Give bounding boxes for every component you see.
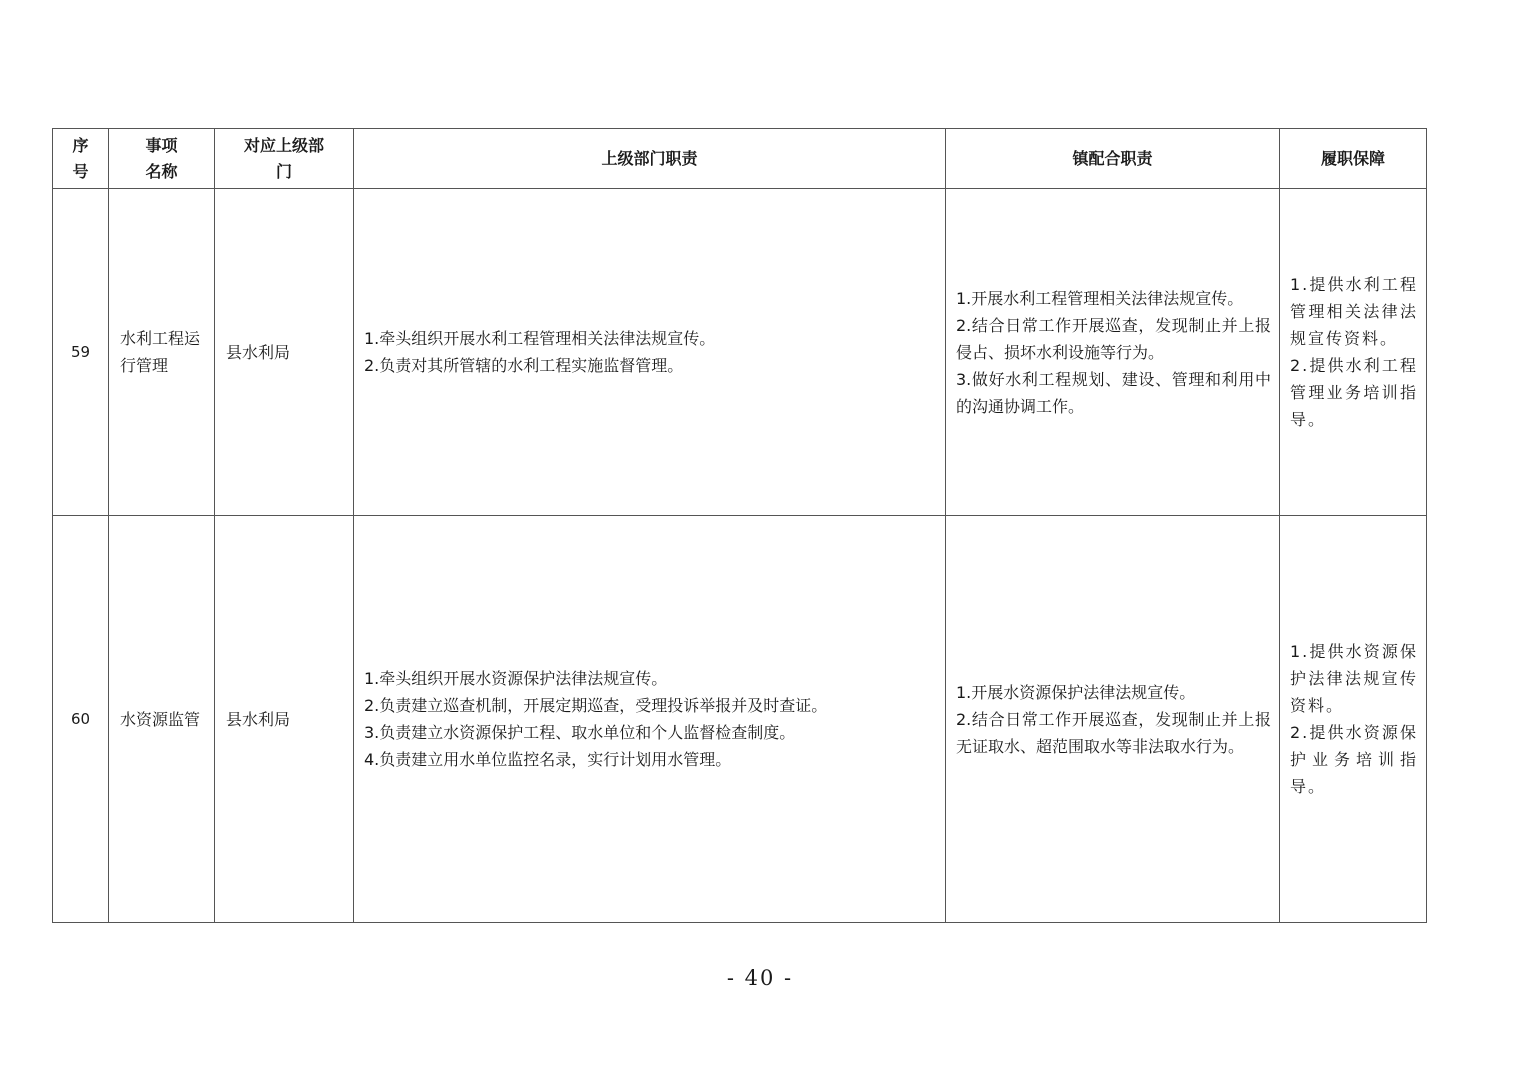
- guarantee-line: 2.提供水利工程管理业务培训指导。: [1290, 356, 1418, 429]
- row-number: 59: [53, 189, 109, 516]
- town-duty: [946, 516, 1280, 923]
- town-duty-line: 1.开展水资源保护法律法规宣传。: [956, 682, 1196, 702]
- town-duty-line: 2.结合日常工作开展巡查，发现制止并上报侵占、损坏水利设施等行为。: [956, 315, 1271, 362]
- upper-dept: 县水利局: [215, 189, 354, 516]
- table-row: [53, 189, 1427, 516]
- upper-duty-line: 2.负责对其所管辖的水利工程实施监督管理。: [364, 356, 684, 375]
- guarantee: [1280, 516, 1427, 923]
- header-upper-dept: 对应上级部门: [215, 129, 354, 189]
- item-name: 水利工程运行管理: [109, 189, 215, 516]
- header-upper-duty: 上级部门职责: [354, 129, 946, 189]
- header-item-name: 事项名称: [109, 129, 215, 189]
- town-duty-line: 3.做好水利工程规划、建设、管理和利用中的沟通协调工作。: [956, 369, 1271, 416]
- row-number: 60: [53, 516, 109, 923]
- table-header-row: [53, 129, 1427, 189]
- guarantee-line: 1.提供水资源保护法律法规宣传资料。: [1290, 642, 1418, 715]
- header-no: 序号: [53, 129, 109, 189]
- guarantee-line: 1.提供水利工程管理相关法律法规宣传资料。: [1290, 275, 1418, 348]
- upper-duty-line: 1.牵头组织开展水利工程管理相关法律法规宣传。: [364, 329, 716, 348]
- table-row: [53, 516, 1427, 923]
- header-guarantee: 履职保障: [1280, 129, 1427, 189]
- town-duty-line: 1.开展水利工程管理相关法律法规宣传。: [956, 288, 1244, 308]
- upper-duty-line: 3.负责建立水资源保护工程、取水单位和个人监督检查制度。: [364, 723, 796, 742]
- town-duty-line: 2.结合日常工作开展巡查，发现制止并上报无证取水、超范围取水等非法取水行为。: [956, 709, 1271, 756]
- upper-duty-line: 1.牵头组织开展水资源保护法律法规宣传。: [364, 669, 668, 688]
- header-town-duty: 镇配合职责: [946, 129, 1280, 189]
- upper-duty: [354, 189, 946, 516]
- upper-duty-line: 4.负责建立用水单位监控名录，实行计划用水管理。: [364, 750, 732, 769]
- upper-duty-line: 2.负责建立巡查机制，开展定期巡查，受理投诉举报并及时查证。: [364, 696, 828, 715]
- duty-table: [52, 128, 1427, 923]
- item-name: 水资源监管: [109, 516, 215, 923]
- page-number: - 40 -: [726, 966, 794, 990]
- guarantee-line: 2.提供水资源保护业务培训指导。: [1290, 723, 1418, 796]
- upper-duty: [354, 516, 946, 923]
- town-duty: [946, 189, 1280, 516]
- upper-dept: 县水利局: [215, 516, 354, 923]
- guarantee: [1280, 189, 1427, 516]
